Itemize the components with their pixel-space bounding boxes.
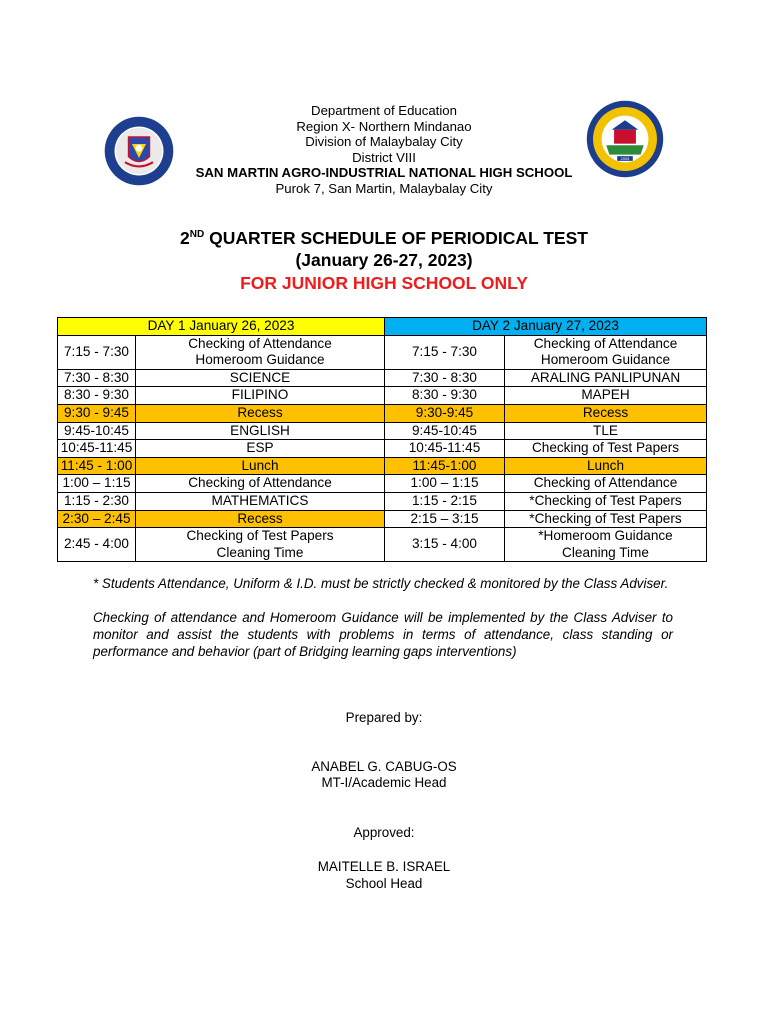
day1-subject-cell [136,335,385,369]
day2-subject-cell-text: Checking of Attendance [533,335,678,351]
day1-time-cell [58,404,136,422]
day1-time-cell [58,440,136,458]
day1-time-cell-text: 9:45-10:45 [63,422,129,438]
day2-subject-cell [505,422,707,440]
day2-subject-cell-text: Recess [582,404,629,420]
day2-subject-cell-text: Checking of Test Papers [531,440,680,456]
day2-time-cell [385,369,505,387]
day2-subject-cell [505,492,707,510]
day1-time-cell-text: 1:00 – 1:15 [62,475,131,491]
day1-subject-cell [136,475,385,493]
day1-time-cell-text: 11:45 - 1:00 [60,457,133,473]
day1-subject-cell [136,369,385,387]
day2-time-cell-text: 1:00 – 1:15 [410,475,479,491]
day1-time-cell-text: 9:30 - 9:45 [64,404,129,420]
day1-time-cell [58,457,136,475]
day2-time-cell [385,475,505,493]
day1-subject-cell-text: Checking of Test Papers [186,528,334,544]
day2-time-cell-text: 1:15 - 2:15 [412,492,477,508]
table-row [58,404,707,422]
table-row [58,475,707,493]
day2-subject-cell [505,528,707,562]
day2-time-cell [385,510,505,528]
day2-time-cell [385,422,505,440]
day2-subject-cell [505,457,707,475]
dept-line: Department of Education [311,103,457,118]
approved-label: Approved: [353,825,415,840]
day1-subject-cell-text-2: Homeroom Guidance [195,352,325,368]
day2-subject-cell-text: *Homeroom Guidance [538,528,673,544]
day2-time-cell [385,440,505,458]
title-line-2: (January 26-27, 2023) [295,250,473,270]
day1-time-cell-text: 8:30 - 9:30 [64,387,129,403]
day1-subject-cell [136,404,385,422]
day1-subject-cell-text: SCIENCE [229,369,291,385]
table-row [58,335,707,369]
day2-subject-cell [505,510,707,528]
table-header-row [58,318,707,336]
day2-subject-cell-text-2: Cleaning Time [562,544,649,560]
day2-subject-cell-text: Lunch [586,457,625,473]
school-name: SAN MARTIN AGRO-INDUSTRIAL NATIONAL HIGH SCHOOL [195,165,573,181]
prepared-by-label: Prepared by: [345,710,423,725]
document-title [0,227,768,295]
day1-subject-cell [136,440,385,458]
approved-name: MAITELLE B. ISRAEL [317,859,451,874]
day1-header: DAY 1 January 26, 2023 [58,318,385,336]
district-line: District VIII [352,149,416,165]
day1-time-cell [58,528,136,562]
day2-time-cell [385,335,505,369]
day2-subject-cell-text: *Checking of Test Papers [529,492,682,508]
day2-subject-cell-text-2: Homeroom Guidance [540,352,671,368]
day1-time-cell-text: 2:30 – 2:45 [62,510,131,526]
notes [93,575,673,677]
day1-time-cell [58,335,136,369]
day2-subject-cell-text: MAPEH [581,387,630,403]
table-row [58,422,707,440]
day1-subject-cell [136,422,385,440]
letterhead [0,103,768,197]
day1-time-cell [58,475,136,493]
day2-time-cell-text: 11:45-1:00 [412,457,477,473]
day2-time-cell-text: 9:30-9:45 [415,404,474,420]
day1-subject-cell-text: Lunch [241,457,279,473]
table-row [58,528,707,562]
day1-subject-cell-text: ESP [246,440,274,456]
day1-subject-cell-text-2: Cleaning Time [216,544,304,560]
prepared-by-title: MT-I/Academic Head [321,775,447,790]
day1-subject-cell-text: Checking of Attendance [188,475,332,491]
day1-subject-cell-text: Recess [237,404,283,420]
day1-time-cell-text: 2:45 - 4:00 [64,536,129,552]
day1-time-cell-text: 7:15 - 7:30 [64,343,129,359]
day2-time-cell-text: 7:15 - 7:30 [412,343,477,359]
day1-time-cell-text: 7:30 - 8:30 [64,369,129,385]
day2-subject-cell-text: Checking of Attendance [533,475,678,491]
day1-subject-cell [136,528,385,562]
prepared-by-name: ANABEL G. CABUG-OS [311,759,457,774]
region-line: Region X- Northern Mindanao [296,118,472,134]
day1-subject-cell-text: Checking of Attendance [188,335,332,351]
day1-subject-cell-text: ENGLISH [230,422,290,438]
day2-time-cell-text: 8:30 - 9:30 [412,387,477,403]
day2-time-cell-text: 3:15 - 4:00 [412,536,477,552]
day1-subject-cell [136,457,385,475]
day2-subject-cell [505,475,707,493]
day2-time-cell-text: 9:45-10:45 [411,422,477,438]
day1-time-cell [58,369,136,387]
day2-header: DAY 2 January 27, 2023 [385,318,707,336]
day1-time-cell [58,510,136,528]
day2-subject-cell [505,387,707,405]
day2-time-cell [385,528,505,562]
day2-subject-cell-text: *Checking of Test Papers [529,510,682,526]
schedule-table [57,317,707,562]
day2-time-cell [385,404,505,422]
day1-subject-cell [136,387,385,405]
day2-time-cell [385,492,505,510]
day2-subject-cell [505,404,707,422]
approved-title: School Head [345,876,423,891]
school-address: Purok 7, San Martin, Malaybalay City [275,180,493,196]
day2-time-cell [385,457,505,475]
day2-subject-cell-text: TLE [593,422,618,438]
day1-time-cell [58,387,136,405]
day1-time-cell [58,422,136,440]
day2-time-cell-text: 7:30 - 8:30 [412,369,477,385]
division-line: Division of Malaybalay City [305,134,463,150]
day2-subject-cell-text: ARALING PANLIPUNAN [530,369,681,385]
seal-year: 2005 [620,156,630,162]
day2-time-cell-text: 2:15 – 3:15 [410,510,479,526]
title-line-1: 2ND QUARTER SCHEDULE OF PERIODICAL TEST [180,228,588,248]
table-row [58,387,707,405]
day1-time-cell-text: 1:15 - 2:30 [64,492,129,508]
day1-time-cell-text: 10:45-11:45 [60,440,133,456]
day1-subject-cell-text: FILIPINO [231,387,289,403]
table-row [58,492,707,510]
table-row [58,369,707,387]
day2-time-cell [385,387,505,405]
note-attendance: * Students Attendance, Uniform & I.D. must be strictly checked & monitored by the Class Adviser. [93,576,669,591]
day1-subject-cell [136,510,385,528]
day1-time-cell [58,492,136,510]
day1-subject-cell-text: MATHEMATICS [211,492,309,508]
table-row [58,510,707,528]
day1-subject-cell [136,492,385,510]
day2-subject-cell [505,440,707,458]
day1-subject-cell-text: Recess [237,510,283,526]
day2-time-cell-text: 10:45-11:45 [408,440,481,456]
day2-subject-cell [505,335,707,369]
table-row [58,440,707,458]
table-row [58,457,707,475]
title-line-3: FOR JUNIOR HIGH SCHOOL ONLY [240,273,528,293]
day2-subject-cell [505,369,707,387]
note-homeroom: Checking of attendance and Homeroom Guidance will be implemented by the Class Adviser to monitor and assist the students with problems in terms of attendance, class standing or performance and behavior (part of Bridging learning gaps interventions) [93,610,673,659]
